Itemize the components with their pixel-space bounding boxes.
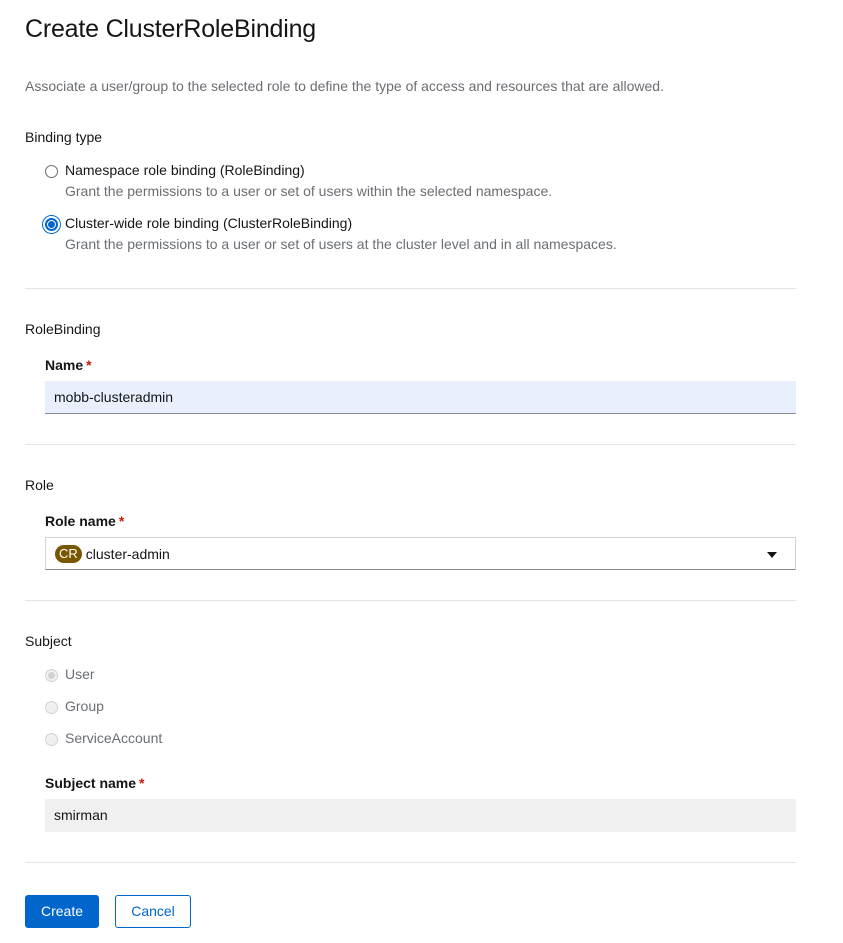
- caret-down-icon[interactable]: [767, 552, 777, 558]
- name-field-label: [45, 357, 92, 373]
- role-name-label-text: Role name: [45, 513, 116, 529]
- radio-button-disabled[interactable]: [45, 701, 58, 714]
- section-divider: [25, 288, 796, 289]
- binding-type-label: Binding type: [25, 129, 103, 145]
- radio-label[interactable]: Namespace role binding (RoleBinding): [65, 162, 305, 178]
- radio-button-disabled[interactable]: [45, 733, 58, 746]
- cluster-role-badge: CR: [55, 545, 82, 563]
- subject-name-input[interactable]: smirman: [45, 799, 796, 832]
- subject-section-label: Subject: [25, 633, 72, 649]
- radio-button-checked[interactable]: [45, 218, 58, 231]
- section-divider: [25, 600, 796, 601]
- radio-label[interactable]: Cluster-wide role binding (ClusterRoleBinding): [65, 215, 353, 231]
- radio-label[interactable]: ServiceAccount: [65, 730, 163, 746]
- radio-help-text: Grant the permissions to a user or set of users within the selected namespace.: [65, 183, 553, 199]
- radio-help-text: Grant the permissions to a user or set of users at the cluster level and in all namespaces.: [65, 236, 617, 252]
- radio-label[interactable]: Group: [65, 698, 104, 714]
- required-indicator: *: [118, 513, 125, 529]
- subject-name-field-label: [45, 775, 144, 791]
- rolebinding-section-label: RoleBinding: [25, 321, 101, 337]
- cancel-button[interactable]: Cancel: [115, 895, 191, 928]
- subject-name-label-text: Subject name: [45, 775, 137, 791]
- radio-button-disabled-checked[interactable]: [45, 669, 58, 682]
- role-selected-value: cluster-admin: [85, 546, 170, 562]
- required-indicator: *: [139, 775, 145, 791]
- radio-button[interactable]: [45, 165, 58, 178]
- required-indicator: *: [86, 357, 92, 373]
- page-title: Create ClusterRoleBinding: [25, 15, 316, 43]
- page-description: Associate a user/group to the selected role to define the type of access and resources that are allowed.: [25, 78, 664, 94]
- name-label-text: Name: [45, 357, 84, 373]
- radio-label[interactable]: User: [65, 666, 95, 682]
- name-input[interactable]: mobb-clusteradmin: [45, 381, 796, 414]
- role-name-field-label: [45, 513, 124, 529]
- role-name-select[interactable]: [45, 537, 796, 570]
- section-divider: [25, 444, 796, 445]
- create-button[interactable]: Create: [25, 895, 99, 928]
- section-divider: [25, 862, 796, 863]
- role-section-label: Role: [25, 477, 54, 493]
